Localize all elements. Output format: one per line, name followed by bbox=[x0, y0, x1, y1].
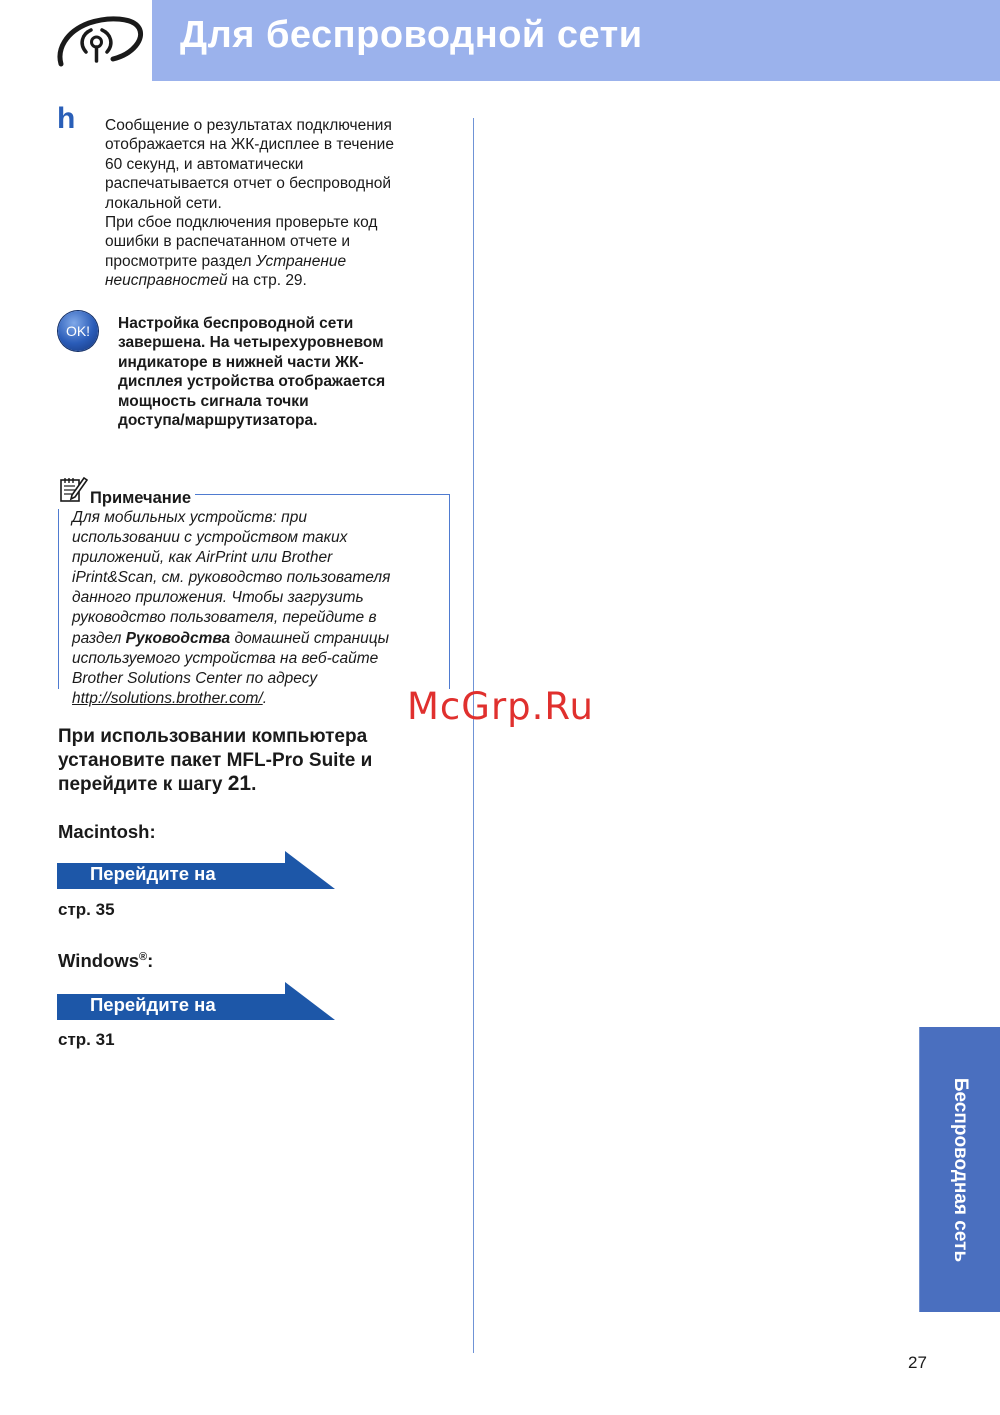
note-line bbox=[72, 689, 447, 709]
note-header bbox=[58, 474, 195, 509]
step-line: При сбое подключения проверьте код bbox=[105, 214, 378, 232]
step-line: распечатывается отчет о беспроводной bbox=[105, 175, 392, 193]
note-title: Примечание bbox=[90, 489, 192, 507]
ok-icon bbox=[58, 311, 98, 351]
column-divider bbox=[473, 118, 474, 1353]
ok-message bbox=[118, 314, 438, 430]
note-pencil-icon bbox=[58, 474, 88, 509]
install-line: При использовании компьютера bbox=[58, 726, 368, 747]
note-text-fragment: домашней страницы bbox=[230, 629, 389, 647]
step-text-fragment: просмотрите раздел bbox=[105, 252, 256, 270]
note-text-fragment: . bbox=[262, 689, 267, 707]
windows-page-ref: стр. 31 bbox=[58, 1030, 115, 1049]
note-line: Brother Solutions Center по адресу bbox=[72, 669, 318, 687]
install-instructions bbox=[58, 725, 448, 797]
ok-line: завершена. На четырехуровневом bbox=[118, 334, 384, 352]
macintosh-page-ref: стр. 35 bbox=[58, 900, 115, 919]
step-line bbox=[105, 271, 450, 290]
go-to-label: Перейдите на bbox=[90, 863, 216, 884]
step-line bbox=[105, 252, 450, 271]
ok-line: индикаторе в нижней части ЖК- bbox=[118, 353, 364, 371]
install-line: установите пакет MFL-Pro Suite и bbox=[58, 749, 373, 771]
ok-line: мощность сигнала точки bbox=[118, 392, 309, 410]
ok-line: дисплея устройства отображается bbox=[118, 373, 386, 391]
note-line: данного приложения. Чтобы загрузить bbox=[72, 589, 364, 607]
note-line: iPrint&Scan, см. руководство пользователя bbox=[72, 569, 391, 587]
step-line: локальной сети. bbox=[105, 194, 222, 212]
step-text-fragment: на стр. 29. bbox=[227, 272, 307, 290]
manuals-section-ref: Руководства bbox=[125, 629, 231, 647]
note-line bbox=[72, 629, 447, 649]
step-instructions bbox=[105, 116, 450, 291]
go-to-label: Перейдите на bbox=[90, 994, 216, 1015]
side-tab-label: Беспроводная сеть bbox=[950, 1077, 971, 1262]
ok-line: доступа/маршрутизатора. bbox=[118, 412, 318, 430]
registered-mark: ® bbox=[139, 950, 148, 963]
step-number: 21 bbox=[227, 772, 252, 795]
windows-go-to-banner[interactable] bbox=[57, 982, 337, 1022]
troubleshooting-ref: неисправностей bbox=[105, 272, 228, 290]
step-line: 60 секунд, и автоматически bbox=[105, 155, 304, 173]
step-line: ошибки в распечатанном отчете и bbox=[105, 233, 351, 251]
install-text-fragment: перейдите к шагу bbox=[58, 774, 228, 795]
windows-label-text: Windows bbox=[58, 950, 140, 971]
note-line: руководство пользователя, перейдите в bbox=[72, 609, 377, 627]
note-line: приложений, как AirPrint или Brother bbox=[72, 549, 333, 567]
note-body bbox=[72, 508, 447, 709]
note-text-fragment: раздел bbox=[72, 629, 126, 647]
section-side-tab bbox=[920, 1027, 1000, 1312]
troubleshooting-ref: Устранение bbox=[255, 252, 347, 270]
windows-label bbox=[58, 950, 153, 972]
ok-icon-label: OK! bbox=[65, 323, 91, 339]
watermark: McGrp.Ru bbox=[407, 685, 594, 728]
title-bar bbox=[152, 0, 1000, 81]
step-letter: h bbox=[57, 102, 76, 135]
windows-label-colon: : bbox=[147, 950, 154, 971]
step-line: отображается на ЖК-дисплее в течение bbox=[105, 136, 394, 154]
macintosh-label: Macintosh: bbox=[58, 821, 156, 842]
note-line: использовании с устройством таких bbox=[72, 529, 348, 547]
note-line: Для мобильных устройств: при bbox=[72, 509, 307, 526]
page-number: 27 bbox=[908, 1353, 927, 1372]
solutions-center-link[interactable]: http://solutions.brother.com/ bbox=[72, 689, 263, 707]
install-text-fragment: . bbox=[251, 774, 257, 795]
step-line: Сообщение о результатах подключения bbox=[105, 117, 392, 134]
ok-line: Настройка беспроводной сети bbox=[118, 315, 354, 332]
note-line: используемого устройства на веб-сайте bbox=[72, 649, 379, 667]
install-line bbox=[58, 772, 448, 797]
page-title: Для беспроводной сети bbox=[180, 14, 643, 56]
macintosh-go-to-banner[interactable] bbox=[57, 851, 337, 891]
wireless-network-icon bbox=[55, 14, 145, 72]
